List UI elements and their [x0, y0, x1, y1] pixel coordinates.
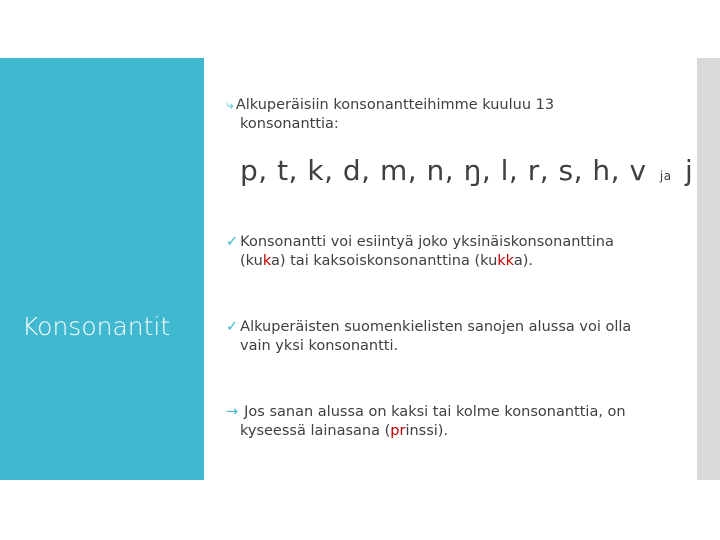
bullet-single-double-line1: Konsonantti voi esiintyä joko yksinäiskonsonanttina — [240, 234, 614, 250]
highlight-kk: kk — [497, 253, 514, 269]
text-part: inssi). — [405, 423, 449, 439]
bullet-loanword-line2 — [226, 422, 686, 441]
bullet-intro-line2: konsonanttia: — [240, 116, 339, 132]
text-part: a) tai kaksoiskonsonanttina (ku — [270, 253, 498, 269]
consonant-list-main: p, t, k, d, m, n, ŋ, l, r, s, h, v — [240, 154, 647, 187]
consonant-list — [240, 154, 693, 187]
bullet-single-double-line2 — [226, 252, 686, 271]
highlight-k: k — [262, 253, 271, 269]
bullet-word-start-line1: Alkuperäisten suomenkielisten sanojen alussa voi olla — [240, 319, 632, 335]
text-part: (ku — [240, 253, 263, 269]
bullet-word-start — [226, 318, 686, 356]
right-decoration-strip — [697, 58, 720, 480]
consonant-list-last: j — [685, 154, 694, 187]
title-panel — [0, 58, 204, 480]
text-part: kyseessä lainasana ( — [240, 423, 391, 439]
bullet-loanword — [226, 403, 686, 441]
bullet-intro — [226, 96, 686, 134]
curved-arrow-icon: ⤷ — [226, 97, 234, 113]
bullet-intro-line1: Alkuperäisiin konsonantteihimme kuuluu 13 — [235, 97, 555, 113]
text-part: a). — [513, 253, 533, 269]
bullet-word-start-line2: vain yksi konsonantti. — [240, 338, 399, 354]
right-arrow-icon: → — [226, 404, 239, 420]
consonant-list-ja: ja — [659, 169, 672, 183]
bullet-single-double — [226, 233, 686, 271]
checkmark-icon: ✓ — [226, 234, 239, 250]
checkmark-icon: ✓ — [226, 319, 239, 335]
highlight-pr: pr — [390, 423, 406, 439]
bullet-loanword-line1: Jos sanan alussa on kaksi tai kolme konsonanttia, on — [244, 404, 626, 420]
slide-title: Konsonantit — [22, 312, 171, 341]
